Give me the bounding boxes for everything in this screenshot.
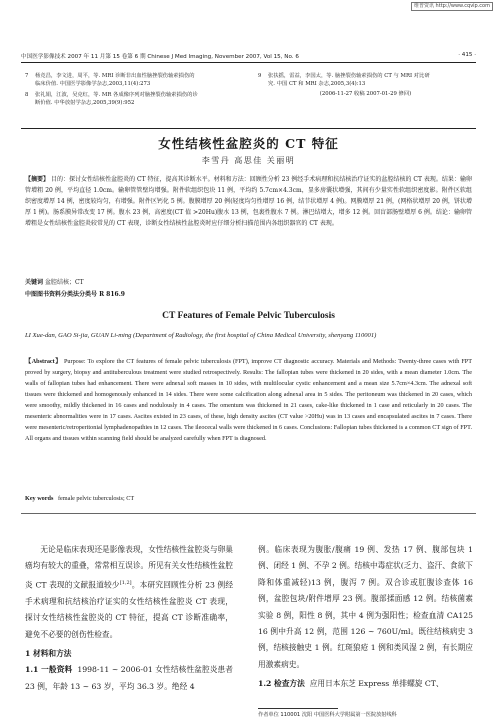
- reference-number: 7: [25, 73, 29, 79]
- received-date: (2006-11-27 收稿 2007-01-29 修回): [319, 91, 412, 97]
- body-column-left: [25, 542, 233, 695]
- intro-paragraph: [25, 542, 233, 643]
- page-number: · 415 ·: [458, 52, 476, 58]
- journal-info: 中国医学影像技术 2007 年 11 月第 15 卷第 6 期 Chinese J Med Imaging, November 2007, Vol 15, No. 6: [21, 54, 299, 60]
- keywords-english-text: female pelvic tuberculosis; CT: [58, 495, 135, 502]
- title-divider: [21, 128, 476, 129]
- subsection-heading: 1.1 一般资料: [25, 665, 73, 675]
- references-right: [258, 72, 473, 98]
- keywords-text: 盆腔结核；CT: [44, 279, 84, 286]
- author-affiliation: 作者单位 110001 沈阳 中国医科大学附属第一医院放射线科: [258, 712, 397, 718]
- watermark: 维普资讯 http://www.cqvip.com: [411, 2, 493, 11]
- classification-label: 中图图书资料分类法分类号: [25, 291, 98, 298]
- citation: [1,2]: [119, 579, 132, 586]
- section-divider: [21, 513, 476, 514]
- keywords-chinese: [25, 278, 84, 288]
- reference-text: 张礼娟，江波，吴克红，等. MR 各成像序列对脑挫裂伤轴索损伤的诊 断价值. 中华放射学杂志,2005,39(9):952: [35, 92, 198, 106]
- subsection-1-2: [258, 676, 473, 692]
- reference-text: 杨竞昌，李文进，周平，等. MRI 诊断非出血性脑挫裂伤轴索损伤的 临床价值. 中国医学影像学杂志,2003,11(4):273: [35, 73, 195, 87]
- abstract-english: [25, 356, 472, 444]
- reference-item: [25, 72, 240, 88]
- intro-text: 无论是临床表现还是影像表现，女性结核性盆腔炎与卵巢癌均有较大的重叠，常常相互误诊。所见有关女性结核性盆腔炎 CT 表现的文献报道较少: [25, 545, 233, 590]
- reference-number: 8: [25, 92, 29, 98]
- subsection-text: 1998-11 ~ 2006-01 女性结核性盆腔炎患者 23 例，年龄 13 ~ 63 岁，平均 36.3 岁。绝经 4: [25, 665, 233, 691]
- intro-text-rest: 。本研究回顾性分析 23 例经手术病理和抗结核治疗证实的女性结核性盆腔炎 CT 表现，探讨女性结核性盆腔炎的 CT 特征，提高 CT 诊断准确率，避免不必要的创伤性检查。: [25, 580, 234, 639]
- section-heading: 1 材料和方法: [25, 649, 72, 658]
- reference-number: 9: [258, 73, 262, 79]
- english-title: CT Features of Female Pelvic Tuberculosis: [162, 311, 335, 321]
- abstract-chinese: [25, 174, 472, 229]
- keywords-label: 关键词: [25, 279, 44, 286]
- abstract-label: 【摘要】: [25, 176, 50, 183]
- classification: [25, 290, 125, 300]
- subsection-text: 应用日本东芝 Express 单排螺旋 CT、: [309, 679, 444, 689]
- article-title: 女性结核性盆腔炎的 CT 特征: [158, 136, 339, 151]
- classification-code: R 816.9: [99, 291, 125, 298]
- abstract-english-label: 【Abstract】: [25, 358, 62, 365]
- subsection-1-1: [25, 662, 233, 695]
- keywords-english-label: Key words: [25, 495, 54, 502]
- running-header: [21, 52, 476, 63]
- reference-item: [258, 72, 473, 88]
- abstract-english-text: Purpose: To explore the CT features of female pelvic tuberculosis (FPT), improve CT diagnostic accuracy. Materials and Methods: Twenty-three cases with FPT proved by surgery, biopsy and antituberculous treatment were studied retrospectively. Results: The fallopian tubes were thickened in 20 sides, with a mean diameter 1.0cm. The walls of fallopian tubes had enhancement. There were adnexal soft masses in 10 sides, with multilocular cystic enhancement and a mean size 5.7cm×4.3cm. The adnexal soft tissues were thickened and homogenously enhanced in 14 sides. There were some calcification along adnexal area in 5 sides. The peritoneum was thickened in 20 cases, which were smoothy, mildly thickened in 16 cases and nodulously in 4 cases. The omentum was thickened in 21 cases, cake-like thickened in 1 case and reticularly in 20 cases. The mesenteric abnormalities were in 17 cases. Ascites existed in 23 cases, of these, high density ascites (CT value >20Hu) was in 13 cases and encapsulated ascites in 7 cases. There were mesenteric/retroperitonial lymphadenopathies in 12 cases. The ileocecal walls were thickened in 6 cases. Conclusions: Fallopian tubes thickened is a common CT sign of FPT. All organs and tissues within scanning field should be analyzed carefully when FPT is diagnosed.: [25, 358, 473, 442]
- references-left: [25, 72, 240, 107]
- article-authors: 李雪丹 高思佳 关丽明: [201, 156, 296, 165]
- body-column-right: [258, 542, 473, 693]
- abstract-text: 目的：探讨女性结核性盆腔炎的 CT 特征，提高其诊断水平。材料和方法：回顾性分析 23 例经手术病理和抗结核治疗证实的盆腔结核的 CT 表现。结果：输卵管增粗 20 例，平均直径 1.0cm。输卵管管壁均增强。附件软组织包块 11 例，平均约 5.7cm×4.3cm，显多房囊状增强，其间有少量实性软组织密度影。附件区软组织密度增厚 14 例，密度较均匀，有增强。附件区钙化 5 例。腹膜增厚 20 例(轻度均匀性增厚 16 例，结节状增厚 4 例)。网膜增厚 21 例，(网格状增厚 20 例，饼状增厚 1 例)。肠系膜异常改变 17 例。腹水 23 例，高密度(CT 值 >20Hu)腹水 13 例，包裹性腹水 7 例。淋巴结增大，增多 12 例。回盲部肠壁增厚 6 例。结论：输卵管增粗是女性结核性盆腔炎较常见的 CT 表现，诊断女性结核性盆腔炎时应仔细分析扫描范围内各组织器官的 CT 表现。: [25, 176, 472, 227]
- english-authors: LI Xue-dan, GAO Si-jia, GUAN Li-ming (Department of Radiology, the first hospital of China Medical University, shenyang 110001): [25, 332, 377, 339]
- keywords-english: [25, 495, 472, 502]
- clinical-paragraph: 例。临床表现为腹胀/腹痛 19 例、发热 17 例、腹部包块 1 例、闭经 1 例、不孕 2 例。结核中毒症状(乏力、盗汗、食欲下降和体重减轻)13 例，腹泻 7 例。双合诊或肛腹诊查体 16 例，盆腔包块/附件增厚 23 例。腹部揉面感 12 例。结核菌素实验 8 例，阳性 8 例，其中 4 例为强阳性；检查血清 CA125 16 例中升高 12 例，范围 126 ~ 760U/ml。既往结核病史 3 例，结核接触史 1 例。红斑狼疮 1 例和类风湿 2 例，有长期应用激素病史。: [258, 545, 473, 669]
- footnote-divider: [258, 708, 338, 709]
- reference-text: 张扶摇，雷益，李国太，等. 脑挫裂伤轴索损伤的 CT 与 MRI 对比研 究. 中国 CT 和 MRI 杂志,2005,3(4):13: [268, 73, 430, 87]
- subsection-heading: 1.2 检查方法: [258, 679, 305, 689]
- reference-item: [25, 91, 240, 107]
